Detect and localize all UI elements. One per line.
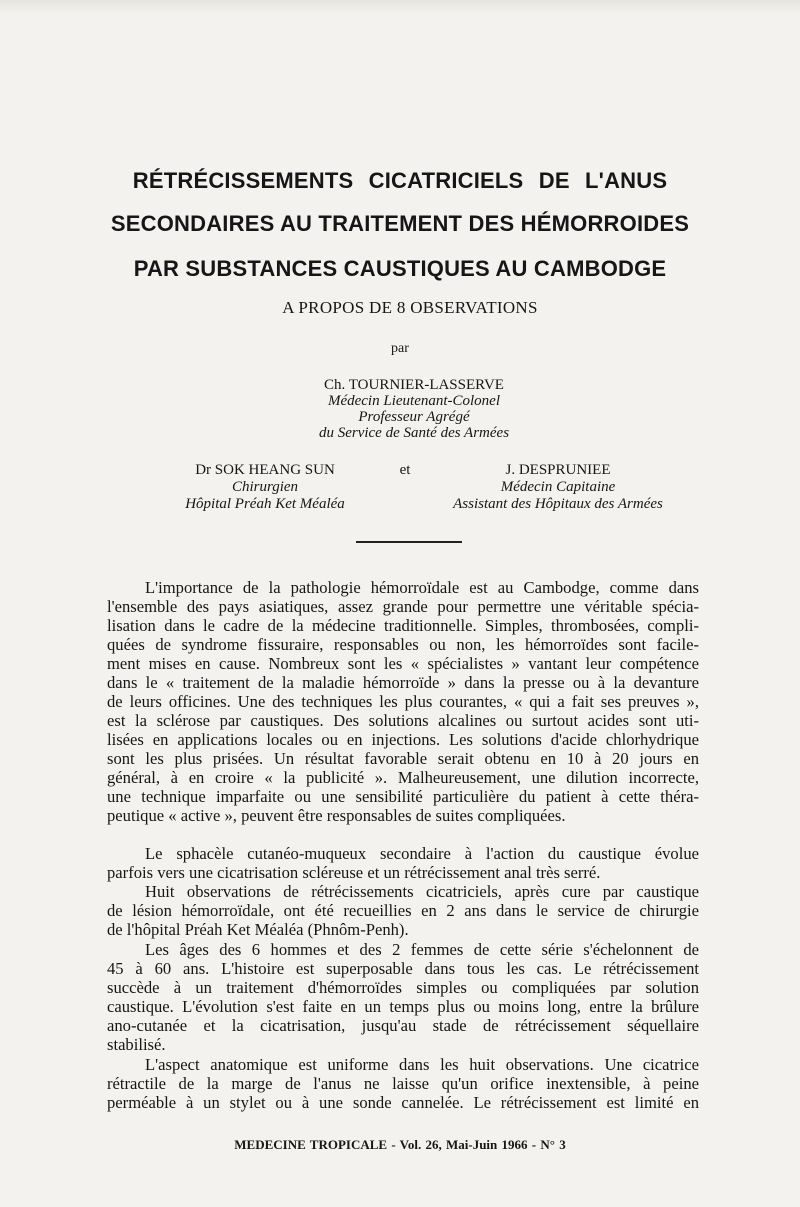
paragraph-line: Les âges des 6 hommes et des 2 femmes de cette série s'échelonnent de [145,940,699,959]
paragraph-line: quées de syndrome fissuraire, responsables ou non, les hémorroïdes sont facile- [107,635,699,654]
paragraph-line: est la sclérose par caustiques. Des solutions alcalines ou surtout acides sont uti- [107,711,699,730]
paragraph-3 [107,882,699,939]
paragraph-line: de lésion hémorroïdale, ont été recueillies en 2 ans dans le service de chirurgie [107,901,699,920]
author-left-name: Dr SOK HEANG SUN [195,462,335,478]
paragraph-line: caustique. L'évolution s'est faite en un temps plus ou moins long, entre la brûlure [107,997,699,1016]
paragraph-line: Le sphacèle cutanéo-muqueux secondaire à l'action du caustique évolue [145,844,699,863]
paragraph-1 [107,578,699,825]
author-left-role-1: Chirurgien [231,479,299,495]
author-main-name: Ch. TOURNIER-LASSERVE [324,377,504,393]
title-line-2: SECONDAIRES AU TRAITEMENT DES HÉMORROIDES [110,211,690,236]
paragraph-line: sont les plus prisées. Un résultat favorable serait obtenu en 10 à 20 jours en [107,749,699,768]
paragraph-line: de l'hôpital Préah Ket Méaléa (Phnôm-Penh). [107,920,409,939]
author-left-role-2: Hôpital Préah Ket Méaléa [185,496,345,512]
paragraph-line: ano-cutanée et la cicatrisation, jusqu'au stade de rétrécissement séquellaire [107,1016,699,1035]
paragraph-line: Huit observations de rétrécissements cicatriciels, après cure par caustique [145,882,699,901]
paragraph-line: stabilisé. [107,1035,166,1054]
paragraph-line: rétractile de la marge de l'anus ne laisse qu'un orifice inextensible, à peine [107,1074,699,1093]
paragraph-line: l'ensemble des pays asiatiques, assez grande pour permettre une véritable spécia- [107,597,699,616]
journal-footer: MEDECINE TROPICALE - Vol. 26, Mai-Juin 1966 - N° 3 [234,1137,566,1152]
paragraph-line: lisation dans le cadre de la médecine traditionnelle. Simples, thrombosées, compli- [107,616,699,635]
paragraph-line: général, à en croire « la publicité ». Malheureusement, une dilution incorrecte, [107,768,699,787]
author-main-role-2: Professeur Agrégé [358,409,470,425]
paragraph-line: 45 à 60 ans. L'histoire est superposable dans tous les cas. Le rétrécissement [107,959,699,978]
subtitle: A PROPOS DE 8 OBSERVATIONS [282,298,538,317]
author-right-name: J. DESPRUNIEE [505,462,611,478]
paragraph-line: parfois vers une cicatrisation scléreuse et un rétrécissement anal très serré. [107,863,601,882]
scan-edge-shadow [0,0,800,14]
paragraph-line: ment mises en cause. Nombreux sont les « spécialistes » vantant leur compétence [107,654,699,673]
author-right-role-2: Assistant des Hôpitaux des Armées [453,496,663,512]
paragraph-line: peutique « active », peuvent être responsables de suites compliquées. [107,806,566,825]
title-line-1: RÉTRÉCISSEMENTS CICATRICIELS DE L'ANUS [132,168,668,193]
author-left [165,462,365,513]
paragraph-4 [107,940,699,1054]
paragraph-line: L'importance de la pathologie hémorroïdale est au Cambodge, comme dans [145,578,699,597]
title-line-3: PAR SUBSTANCES CAUSTIQUES AU CAMBODGE [133,256,667,281]
paragraph-line: L'aspect anatomique est uniforme dans les huit observations. Une cicatrice [145,1055,699,1074]
paragraph-2 [107,844,699,882]
paragraph-line: dans le « traitement de la maladie hémorroïde » dans la presse ou à la devanture [107,673,699,692]
paragraph-5 [107,1055,699,1112]
paragraph-line: de leurs officines. Une des techniques les plus courantes, « qui a fait ses preuves », [107,692,699,711]
author-right-role-1: Médecin Capitaine [500,479,616,495]
by-label: par [391,341,409,356]
conjunction: et [399,462,411,478]
paragraph-line: lisées en applications locales ou en injections. Les solutions d'acide chlorhydrique [107,730,699,749]
paragraph-line: perméable à un stylet ou à une sonde cannelée. Le rétrécissement est limité en [107,1093,699,1112]
paragraph-line: une technique imparfaite ou une sensibilité particulière du patient à cette théra- [107,787,699,806]
author-main-role-1: Médecin Lieutenant-Colonel [327,393,501,409]
paragraph-line: succède à un traitement d'hémorroïdes simples ou compliquées par solution [107,978,699,997]
author-right [428,462,688,513]
author-main [300,377,528,441]
author-main-role-3: du Service de Santé des Armées [318,425,510,441]
section-divider [356,541,462,543]
co-authors [0,462,800,522]
